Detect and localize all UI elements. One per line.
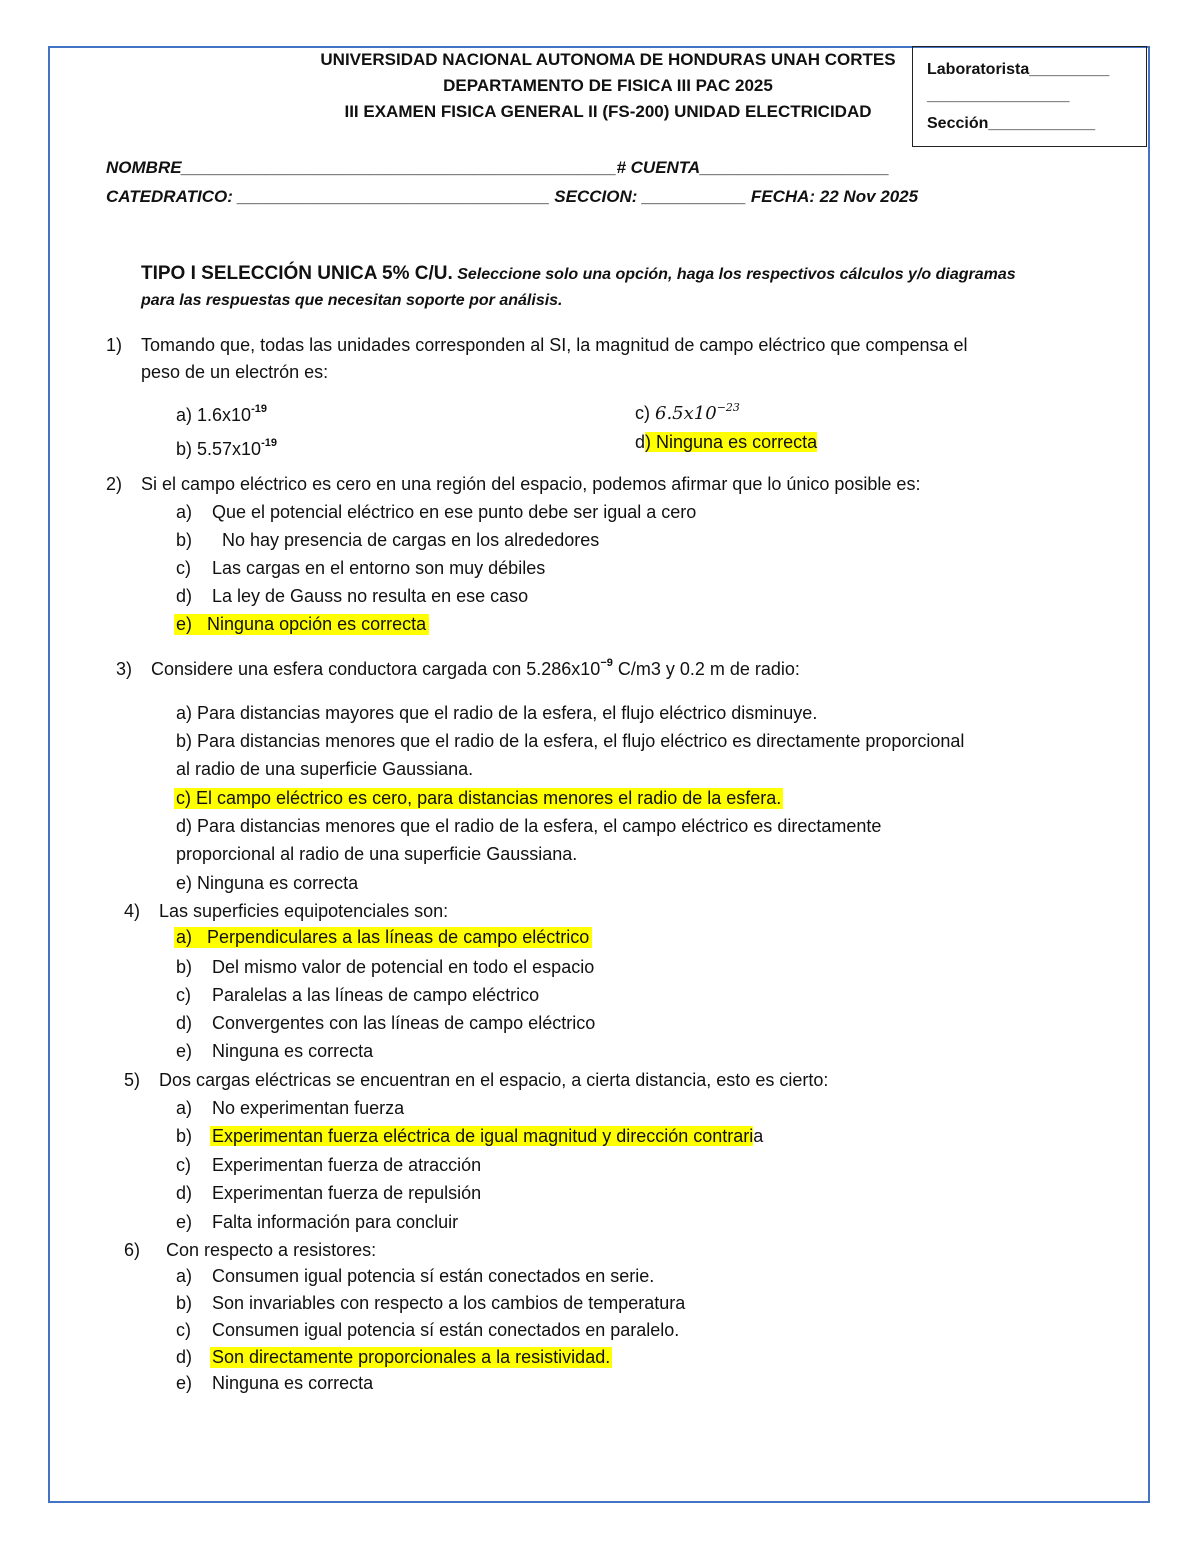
q4-c-letter: c) [176,985,191,1005]
q6-a-letter: a) [176,1266,193,1286]
section-title: TIPO I SELECCIÓN UNICA 5% C/U. [141,263,453,284]
q5-d-letter: d) [176,1183,193,1203]
q1-number: 1) [106,335,123,355]
q1-b-exponent: -19 [261,437,277,449]
q1-c-exponent: −23 [716,401,740,414]
q3-text-pre: Considere una esfera conductora cargada con 5.286x10 [151,659,601,679]
q3-option-a: a) Para distancias mayores que el radio de la esfera, el flujo eléctrico disminuye. [176,703,818,723]
q1-b-text: b) 5.57x10 [176,439,262,459]
q3-text [151,659,800,680]
q3-exponent: −9 [600,657,613,669]
q1-text-1: Tomando que, todas las unidades corresponden al SI, la magnitud de campo eléctrico que compensa el [141,335,968,355]
catedratico-seccion-fecha-field: CATEDRATICO: _________________________________ SECCION: ___________ FECHA: 22 Nov 2025 [106,187,919,206]
q4-a-letter: a) [176,927,193,947]
q3-option-c-highlighted: c) El campo eléctrico es cero, para distancias menores el radio de la esfera. [176,788,782,808]
q3-number: 3) [116,659,133,679]
q5-a-letter: a) [176,1098,193,1118]
section-heading [141,263,1016,285]
q6-text: Con respecto a resistores: [166,1240,377,1260]
q4-a-highlighted [174,927,592,948]
q5-e-letter: e) [176,1212,193,1232]
q2-c-letter: c) [176,558,191,578]
q1-d-letter: d [635,432,646,452]
q4-c-text: Paralelas a las líneas de campo eléctrico [212,985,540,1005]
q2-a-text: Que el potencial eléctrico en ese punto debe ser igual a cero [212,502,697,522]
q5-b-option [210,1126,763,1147]
q1-option-d [635,432,817,453]
q5-c-letter: c) [176,1155,191,1175]
q6-b-letter: b) [176,1293,193,1313]
nombre-cuenta-field: NOMBRE______________________________________________# CUENTA____________________ [106,158,890,177]
q1-c-math: 6.5x10 [655,403,717,424]
header-university: UNIVERSIDAD NACIONAL AUTONOMA DE HONDURAS UNAH CORTES [320,50,896,69]
q6-b-text: Son invariables con respecto a los cambios de temperatura [212,1293,686,1313]
q2-e-highlighted [174,614,429,635]
q2-e-letter: e) [176,614,193,634]
q4-d-letter: d) [176,1013,193,1033]
section-instructions-1: Seleccione solo una opción, haga los respectivos cálculos y/o diagramas [457,266,1016,283]
q4-a-text: Perpendiculares a las líneas de campo eléctrico [207,927,590,947]
q2-d-letter: d) [176,586,193,606]
q2-b-letter: b) [176,530,193,550]
q5-c-text: Experimentan fuerza de atracción [212,1155,482,1175]
q4-e-letter: e) [176,1041,193,1061]
q3-option-e: e) Ninguna es correcta [176,873,359,893]
q5-b-tail: a [753,1126,764,1146]
q2-text: Si el campo eléctrico es cero en una región del espacio, podemos afirmar que lo único posible es: [141,474,921,494]
q5-b-letter: b) [176,1126,193,1146]
q6-d-highlighted: Son directamente proporcionales a la resistividad. [212,1347,611,1367]
q2-d-text: La ley de Gauss no resulta en ese caso [212,586,529,606]
q3-option-b-2: al radio de una superficie Gaussiana. [176,759,474,779]
section-instructions-2: para las respuestas que necesitan soporte por análisis. [141,292,563,309]
q1-text-2: peso de un electrón es: [141,362,329,382]
q2-number: 2) [106,474,123,494]
q1-option-a [176,405,267,426]
q5-a-text: No experimentan fuerza [212,1098,405,1118]
q2-a-letter: a) [176,502,193,522]
q5-number: 5) [124,1070,141,1090]
q3-option-d-2: proporcional al radio de una superficie Gaussiana. [176,844,578,864]
header-department: DEPARTAMENTO DE FISICA III PAC 2025 [443,76,773,95]
q2-b-text: No hay presencia de cargas en los alrededores [212,530,600,550]
q1-a-exponent: -19 [251,403,267,415]
q2-e-text: Ninguna opción es correcta [207,614,427,634]
seccion-field: Sección____________ [927,115,1096,132]
q6-e-letter: e) [176,1373,193,1393]
q4-text: Las superficies equipotenciales son: [159,901,449,921]
lab-box [912,46,1147,147]
q6-e-text: Ninguna es correcta [212,1373,374,1393]
q4-e-text: Ninguna es correcta [212,1041,374,1061]
q1-d-highlighted: ) Ninguna es correcta [645,432,818,452]
q4-b-text: Del mismo valor de potencial en todo el espacio [212,957,595,977]
q3-option-b-1: b) Para distancias menores que el radio de la esfera, el flujo eléctrico es directamente proporcional [176,731,965,751]
q1-a-text: a) 1.6x10 [176,405,252,425]
q3-option-d-1: d) Para distancias menores que el radio de la esfera, el campo eléctrico es directamente [176,816,882,836]
q4-d-text: Convergentes con las líneas de campo eléctrico [212,1013,596,1033]
q1-c-letter: c) [635,403,655,423]
q6-d-letter: d) [176,1347,193,1367]
lab-blank-line: ________________ [927,87,1070,104]
q5-b-highlighted: Experimentan fuerza eléctrica de igual magnitud y dirección contrari [212,1126,754,1146]
q6-a-text: Consumen igual potencia sí están conectados en serie. [212,1266,655,1286]
q1-option-c [635,403,740,424]
q4-number: 4) [124,901,141,921]
q6-c-letter: c) [176,1320,191,1340]
q1-option-b [176,439,277,460]
q5-e-text: Falta información para concluir [212,1212,459,1232]
q5-text: Dos cargas eléctricas se encuentran en el espacio, a cierta distancia, esto es cierto: [159,1070,829,1090]
header-exam: III EXAMEN FISICA GENERAL II (FS-200) UNIDAD ELECTRICIDAD [344,102,872,121]
q6-c-text: Consumen igual potencia sí están conectados en paralelo. [212,1320,680,1340]
q3-text-post: C/m3 y 0.2 m de radio: [612,659,800,679]
q6-number: 6) [124,1240,141,1260]
q2-c-text: Las cargas en el entorno son muy débiles [212,558,546,578]
q5-d-text: Experimentan fuerza de repulsión [212,1183,482,1203]
q4-b-letter: b) [176,957,193,977]
laboratorista-field: Laboratorista_________ [927,61,1110,78]
